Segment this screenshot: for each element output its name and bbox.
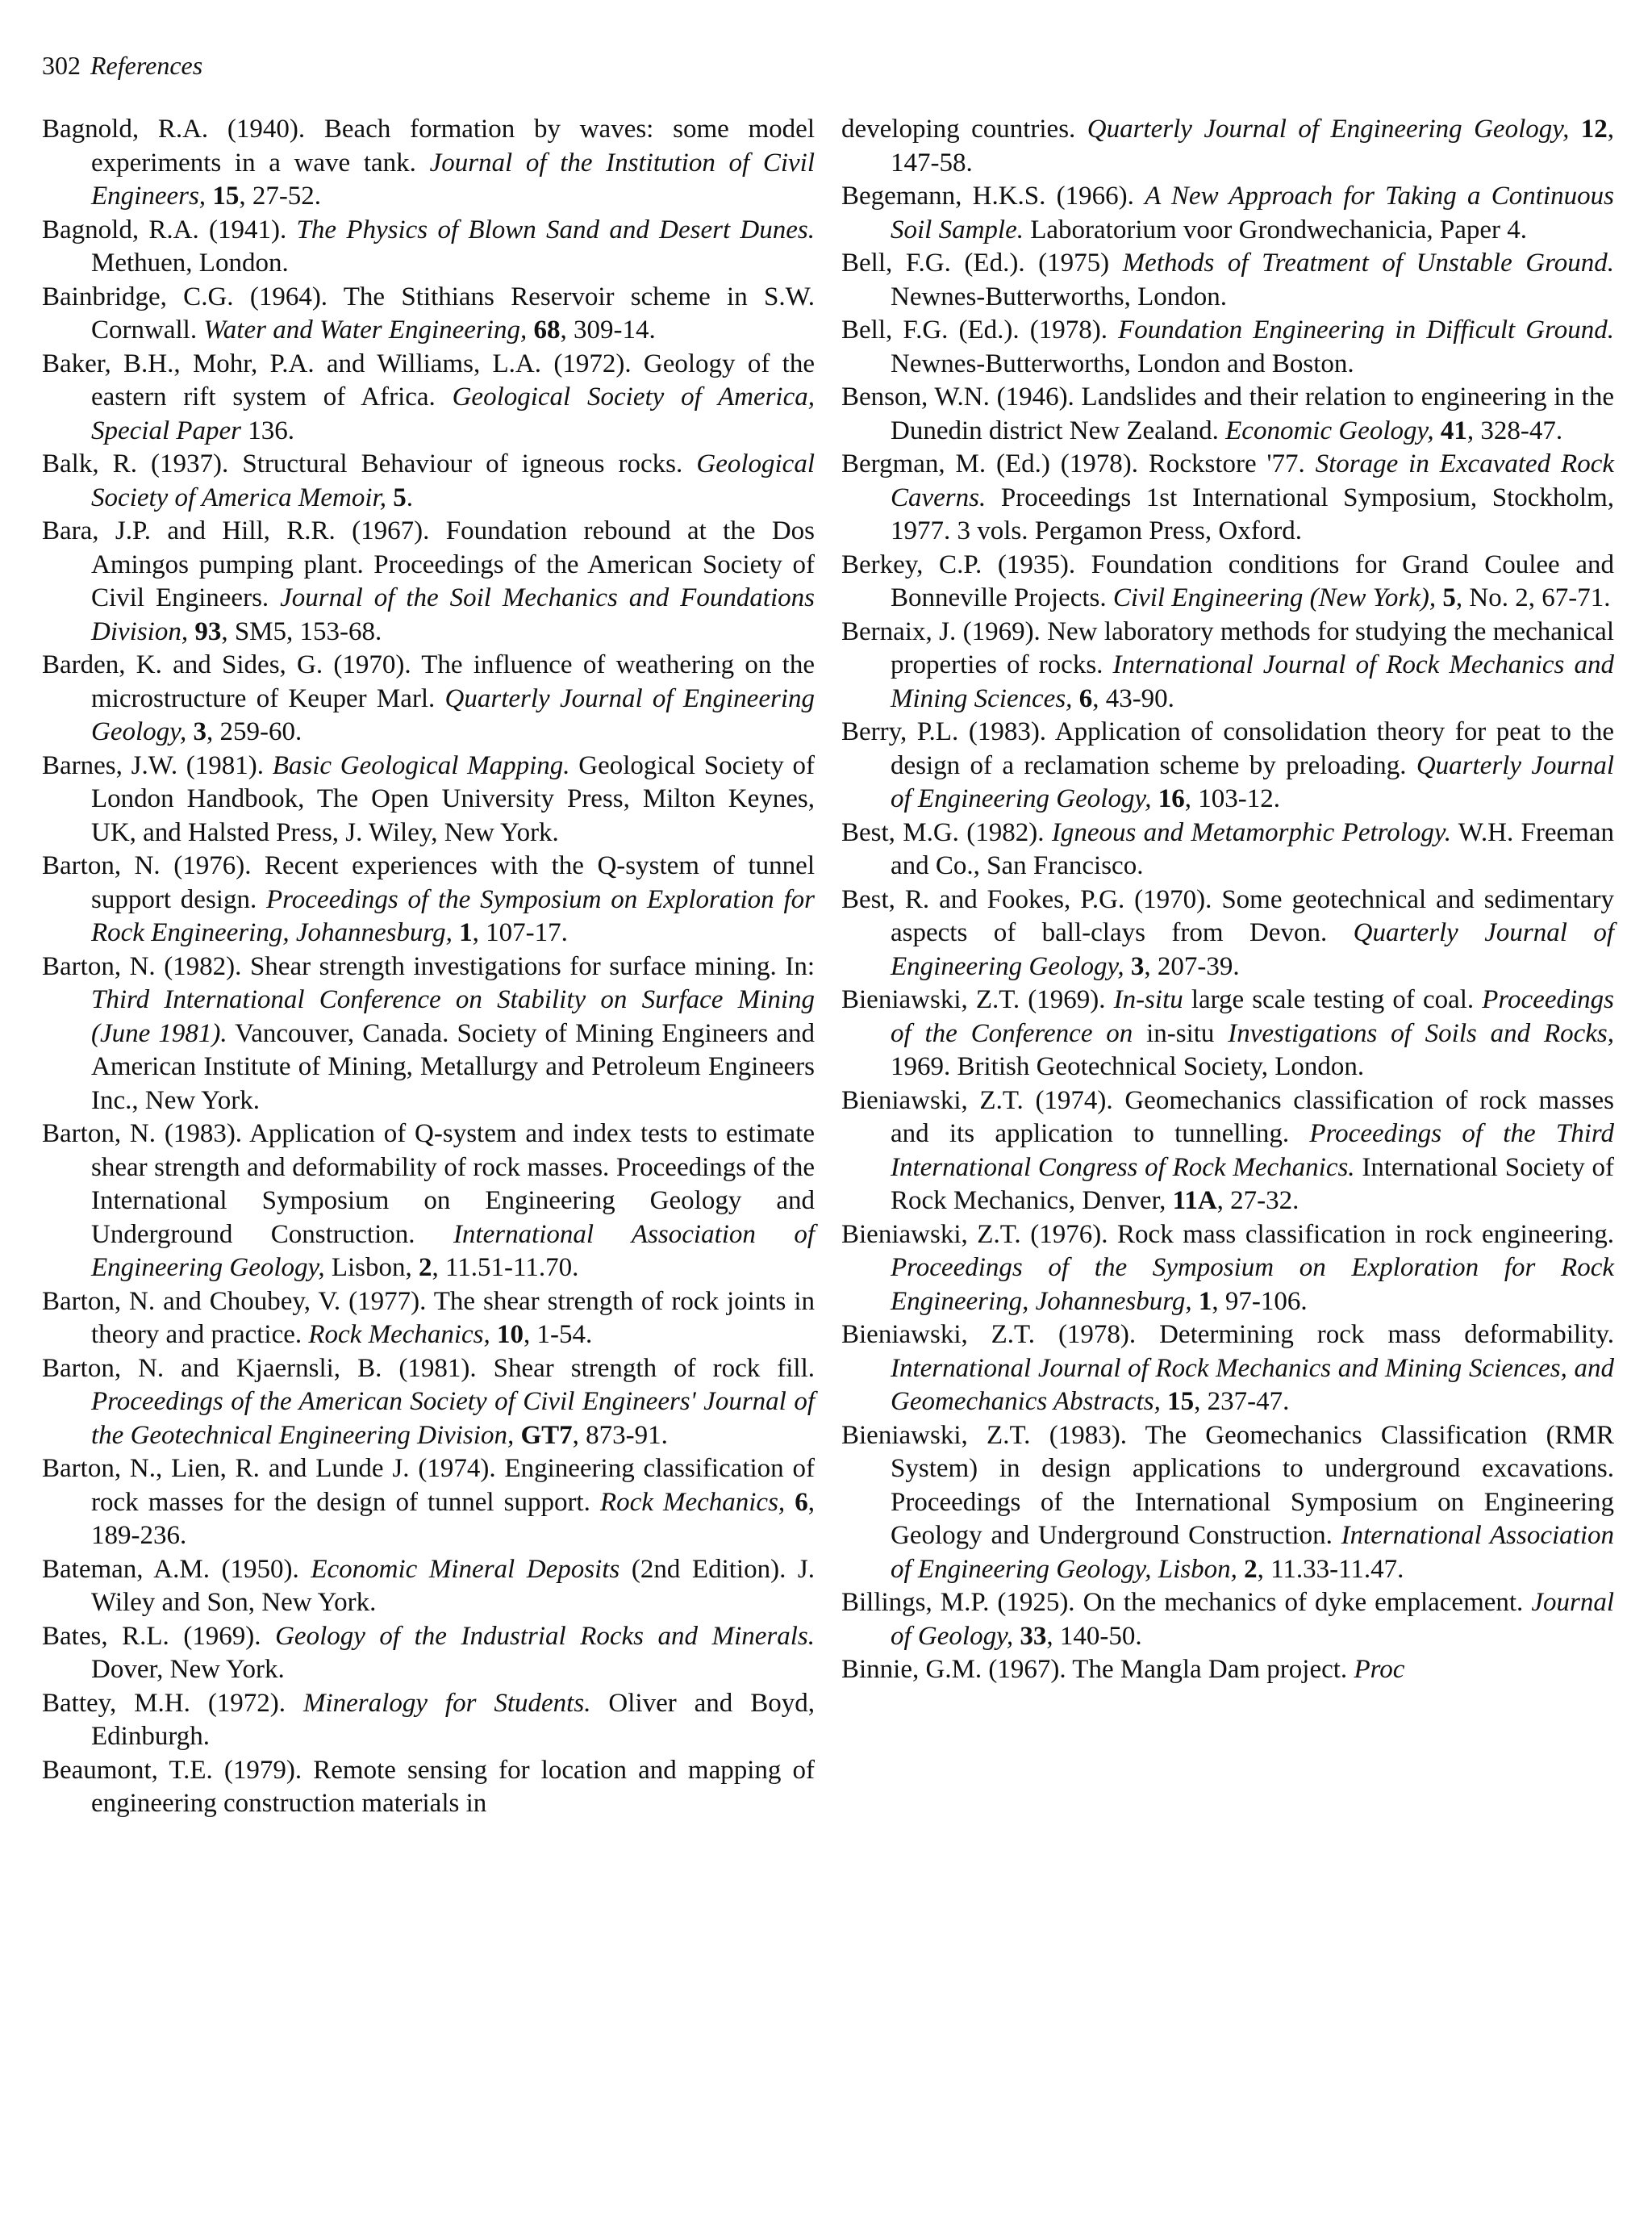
reference-italic: Geological Society of America Memoir, <box>91 449 815 512</box>
reference-text: , 1-54. <box>524 1320 593 1349</box>
reference-entry <box>841 314 1614 381</box>
reference-text: , 309-14. <box>560 315 656 345</box>
reference-entry <box>841 1218 1614 1319</box>
reference-text: , 147-58. <box>891 115 1615 178</box>
reference-italic: Methods of Treatment of Unstable Ground. <box>1122 249 1614 278</box>
reference-italic: Proceedings of the Third International Congress of Rock Mechanics. <box>891 1119 1614 1182</box>
reference-italic: Journal of the Soil Mechanics and Foundations Division, <box>91 583 816 646</box>
reference-text: , 873-91. <box>572 1420 668 1450</box>
reference-italic: Foundation Engineering in Difficult Ground. <box>1118 315 1615 345</box>
reference-entry <box>841 381 1614 448</box>
reference-text: , SM5, 153-68. <box>221 616 382 646</box>
reference-text: Barton, N. (1982). Shear strength investigations for surface mining. In: <box>42 951 815 981</box>
reference-text: Benson, W.N. (1946). Landslides and their relation to engineering in the Dunedin district New Zealand. <box>841 382 1614 445</box>
reference-entry <box>841 1084 1614 1218</box>
reference-text: Best, M.G. (1982). <box>841 817 1052 847</box>
reference-volume: GT7 <box>520 1420 573 1450</box>
reference-italic: International Association of Engineering Geology, Lisbon, <box>891 1521 1614 1584</box>
reference-text: Barden, K. and Sides, G. (1970). The influence of weathering on the microstructure of Keuper Marl. <box>42 650 815 713</box>
reference-entry <box>42 1285 815 1352</box>
reference-volume: 5 <box>393 483 407 512</box>
reference-text: Bagnold, R.A. (1940). Beach formation by waves: some model experiments in a wave tank. <box>42 115 815 178</box>
reference-italic: The Physics of Blown Sand and Desert Dunes. <box>296 215 815 244</box>
reference-entry <box>841 984 1614 1084</box>
page-number: 302 <box>42 51 81 80</box>
reference-entry <box>42 950 815 1118</box>
reference-volume: 1 <box>459 918 473 947</box>
reference-text: 136. <box>241 416 295 445</box>
reference-italic: Storage in Excavated Rock Caverns. <box>891 449 1614 512</box>
reference-volume: 15 <box>1167 1387 1195 1416</box>
reference-entry <box>42 281 815 348</box>
reference-volume: 68 <box>533 315 561 345</box>
reference-entry <box>841 1586 1614 1653</box>
reference-entry <box>841 113 1614 180</box>
reference-text: in-situ <box>1133 1018 1229 1048</box>
reference-entry <box>841 884 1614 984</box>
reference-entry <box>42 649 815 750</box>
reference-text: , 328-47. <box>1466 416 1563 445</box>
reference-entry <box>42 1553 815 1620</box>
reference-entry <box>841 1653 1614 1687</box>
reference-text: Bieniawski, Z.T. (1978). Determining rock mass deformability. <box>841 1320 1614 1349</box>
reference-entry <box>841 716 1614 817</box>
reference-entry <box>42 348 815 449</box>
reference-volume: 16 <box>1158 784 1185 813</box>
reference-text: Newnes-Butterworths, London and Boston. <box>891 349 1354 378</box>
reference-italic: Proceedings of the Symposium on Exploration for Rock Engineering, Johannesburg, <box>91 884 815 947</box>
reference-text: , 11.33-11.47. <box>1257 1554 1404 1584</box>
reference-text: Vancouver, Canada. Society of Mining Engineers and American Institute of Mining, Metallurgy and Petroleum Engineers Inc., New York. <box>91 1018 816 1115</box>
reference-entry <box>42 1754 815 1821</box>
reference-italic: Proceedings of the Conference on <box>891 985 1614 1048</box>
reference-entry <box>42 515 815 649</box>
reference-volume: 2 <box>1244 1554 1258 1584</box>
reference-text: , 103-12. <box>1184 784 1281 813</box>
reference-italic: Rock Mechanics, <box>308 1320 498 1349</box>
reference-volume: 3 <box>1130 951 1145 981</box>
reference-volume: 93 <box>194 616 222 646</box>
reference-volume: 41 <box>1440 416 1467 445</box>
reference-volume: 3 <box>193 717 206 746</box>
reference-italic: International Journal of Rock Mechanics and Mining Sciences, and Geomechanics Abstracts, <box>891 1353 1614 1416</box>
reference-italic: Geological Society of America, Special Paper <box>91 382 815 445</box>
reference-entry <box>841 247 1614 314</box>
reference-text: Barnes, J.W. (1981). <box>42 750 273 780</box>
reference-text: Bieniawski, Z.T. (1974). Geomechanics classification of rock masses and its application to tunnelling. <box>841 1085 1614 1148</box>
reference-text: Laboratorium voor Grondwechanicia, Paper 4. <box>1023 215 1528 244</box>
reference-text: , 43-90. <box>1092 683 1174 713</box>
reference-italic: Quarterly Journal of Engineering Geology, <box>891 918 1614 981</box>
reference-entry <box>841 1318 1614 1419</box>
reference-text: 1969. British Geotechnical Society, London. <box>891 1052 1365 1081</box>
reference-text: W.H. Freeman and Co., San Francisco. <box>891 817 1614 880</box>
reference-italic: Proc <box>1354 1655 1405 1684</box>
reference-entry <box>42 1452 815 1553</box>
reference-text: developing countries. <box>841 115 1087 144</box>
reference-text: , 107-17. <box>472 918 568 947</box>
reference-volume: 5 <box>1442 583 1456 612</box>
reference-text: Barton, N., Lien, R. and Lunde J. (1974). Engineering classification of rock masses for the design of tunnel support. <box>42 1454 815 1517</box>
reference-text: Bell, F.G. (Ed.). (1975) <box>841 249 1123 278</box>
reference-italic: Geology of the Industrial Rocks and Minerals. <box>275 1621 815 1651</box>
reference-entry <box>42 1687 815 1754</box>
reference-volume: 11A <box>1172 1186 1217 1215</box>
reference-text: Oliver and Boyd, Edinburgh. <box>91 1688 816 1751</box>
reference-entry <box>841 180 1614 247</box>
reference-text: Bieniawski, Z.T. (1969). <box>841 985 1114 1014</box>
section-title: References <box>90 51 203 80</box>
running-header <box>42 50 202 81</box>
reference-volume: 10 <box>497 1320 524 1349</box>
reference-italic: Water and Water Engineering, <box>203 315 534 345</box>
reference-text: Bara, J.P. and Hill, R.R. (1967). Foundation rebound at the Dos Amingos pumping plant. Proceedings of the American Society of Civil Engineers. <box>42 516 815 612</box>
reference-text: , 189-236. <box>91 1487 815 1550</box>
reference-text: , No. 2, 67-71. <box>1455 583 1611 612</box>
reference-italic: In-situ <box>1113 985 1183 1014</box>
references-right-column <box>841 113 1614 1687</box>
reference-text: Binnie, G.M. (1967). The Mangla Dam project. <box>841 1655 1354 1684</box>
reference-italic: Quarterly Journal of Engineering Geology, <box>91 683 815 746</box>
reference-text: Proceedings 1st International Symposium, Stockholm, 1977. 3 vols. Pergamon Press, Oxford. <box>891 483 1614 545</box>
reference-text: Dover, New York. <box>91 1655 285 1684</box>
reference-text: Bateman, A.M. (1950). <box>42 1554 311 1584</box>
reference-volume: 6 <box>795 1487 808 1517</box>
reference-italic: Economic Mineral Deposits <box>311 1554 620 1584</box>
reference-text: Barton, N. and Kjaernsli, B. (1981). Shear strength of rock fill. <box>42 1353 815 1383</box>
reference-text: , 140-50. <box>1046 1621 1142 1651</box>
reference-text: Baker, B.H., Mohr, P.A. and Williams, L.A. (1972). Geology of the eastern rift system of Africa. <box>42 349 815 411</box>
reference-entry <box>841 817 1614 884</box>
reference-italic: Quarterly Journal of Engineering Geology, <box>891 750 1614 813</box>
reference-italic: Quarterly Journal of Engineering Geology, <box>1087 115 1581 144</box>
reference-text: Newnes-Butterworths, London. <box>891 282 1228 311</box>
references-left-column <box>42 113 815 1821</box>
reference-volume: 1 <box>1198 1286 1212 1316</box>
reference-text: , 207-39. <box>1144 951 1240 981</box>
reference-italic: Igneous and Metamorphic Petrology. <box>1051 817 1451 847</box>
reference-text: Bagnold, R.A. (1941). <box>42 215 297 244</box>
reference-text: International Society of Rock Mechanics, Denver, <box>891 1152 1614 1215</box>
reference-text: Bieniawski, Z.T. (1976). Rock mass classification in rock engineering. <box>841 1219 1614 1249</box>
reference-text: Methuen, London. <box>91 249 289 278</box>
reference-text: , 27-32. <box>1216 1186 1299 1215</box>
reference-text: Barton, N. (1976). Recent experiences with the Q-system of tunnel support design. <box>42 851 815 914</box>
reference-text: Billings, M.P. (1925). On the mechanics of dyke emplacement. <box>841 1588 1532 1617</box>
reference-italic: Mineralogy for Students. <box>303 1688 591 1718</box>
reference-text: Berry, P.L. (1983). Application of consolidation theory for peat to the design of a reclamation scheme by preloading. <box>841 717 1614 780</box>
reference-text: , 97-106. <box>1212 1286 1308 1316</box>
reference-text: Bates, R.L. (1969). <box>42 1621 276 1651</box>
reference-volume: 12 <box>1580 115 1608 144</box>
reference-text: Bergman, M. (Ed.) (1978). Rockstore '77. <box>841 449 1316 478</box>
reference-entry <box>841 448 1614 549</box>
reference-text: , 259-60. <box>206 717 302 746</box>
reference-italic: Proceedings of the Symposium on Exploration for Rock Engineering, Johannesburg, <box>891 1253 1614 1316</box>
reference-italic: Investigations of Soils and Rocks, <box>1228 1018 1614 1048</box>
reference-entry <box>841 1419 1614 1587</box>
reference-entry <box>42 750 815 850</box>
reference-italic: International Journal of Rock Mechanics and Mining Sciences, <box>891 650 1614 713</box>
reference-text: , 237-47. <box>1194 1387 1290 1416</box>
reference-text: Best, R. and Fookes, P.G. (1970). Some geotechnical and sedimentary aspects of ball-clays from Devon. <box>841 884 1614 947</box>
reference-entry <box>42 214 815 281</box>
reference-text: Battey, M.H. (1972). <box>42 1688 303 1718</box>
reference-text: Balk, R. (1937). Structural Behaviour of igneous rocks. <box>42 449 697 478</box>
reference-entry <box>42 1352 815 1453</box>
reference-italic: International Association of Engineering Geology, <box>91 1219 815 1282</box>
reference-italic: Basic Geological Mapping. <box>272 750 570 780</box>
reference-text: Bell, F.G. (Ed.). (1978). <box>841 315 1119 345</box>
reference-italic: Third International Conference on Stability on Surface Mining (June 1981). <box>91 985 815 1048</box>
reference-volume: 33 <box>1020 1621 1047 1651</box>
reference-text: Bernaix, J. (1969). New laboratory methods for studying the mechanical properties of rocks. <box>841 616 1614 679</box>
reference-italic: Civil Engineering (New York), <box>1112 583 1443 612</box>
reference-text: Lisbon, <box>324 1253 419 1282</box>
reference-volume: 2 <box>419 1253 432 1282</box>
reference-italic: Journal of the Institution of Civil Engineers, <box>91 148 815 211</box>
reference-italic: Journal of Geology, <box>891 1588 1614 1651</box>
reference-entry <box>841 549 1614 616</box>
reference-italic: A New Approach for Taking a Continuous Soil Sample. <box>891 182 1614 244</box>
reference-text: Beaumont, T.E. (1979). Remote sensing for location and mapping of engineering construction materials in <box>42 1755 815 1818</box>
reference-text: Bainbridge, C.G. (1964). The Stithians Reservoir scheme in S.W. Cornwall. <box>42 282 815 345</box>
reference-entry <box>42 1118 815 1285</box>
reference-text: Berkey, C.P. (1935). Foundation conditions for Grand Coulee and Bonneville Projects. <box>841 549 1614 612</box>
reference-italic: Proceedings of the American Society of Civil Engineers' Journal of the Geotechnical Engineering Division, <box>91 1387 815 1450</box>
reference-volume: 15 <box>212 182 240 211</box>
reference-text: large scale testing of coal. <box>1183 985 1483 1014</box>
reference-text: . <box>406 483 413 512</box>
reference-text: Barton, N. (1983). Application of Q-system and index tests to estimate shear strength and deformability of rock masses. Proceedings of the International Symposium on Engineering Geology and Underground Construction. <box>42 1119 815 1249</box>
reference-text: (2nd Edition). J. Wiley and Son, New York. <box>91 1554 815 1617</box>
reference-italic: Rock Mechanics, <box>599 1487 795 1517</box>
reference-entry <box>841 616 1614 716</box>
reference-entry <box>42 850 815 950</box>
reference-text: , 27-52. <box>239 182 322 211</box>
reference-volume: 6 <box>1078 683 1093 713</box>
reference-text: Bieniawski, Z.T. (1983). The Geomechanics Classification (RMR System) in design applications to underground excavations. Proceedings of the International Symposium on Engineering Geology and Underground Construction. <box>841 1420 1614 1550</box>
reference-entry <box>42 448 815 515</box>
reference-text: Begemann, H.K.S. (1966). <box>841 182 1145 211</box>
reference-italic: Economic Geology, <box>1225 416 1441 445</box>
reference-entry <box>42 113 815 214</box>
reference-text: Geological Society of London Handbook, The Open University Press, Milton Keynes, UK, and Halsted Press, J. Wiley, New York. <box>91 750 815 847</box>
reference-text: Barton, N. and Choubey, V. (1977). The shear strength of rock joints in theory and practice. <box>42 1286 815 1349</box>
reference-text: , 11.51-11.70. <box>432 1253 579 1282</box>
reference-entry <box>42 1620 815 1687</box>
